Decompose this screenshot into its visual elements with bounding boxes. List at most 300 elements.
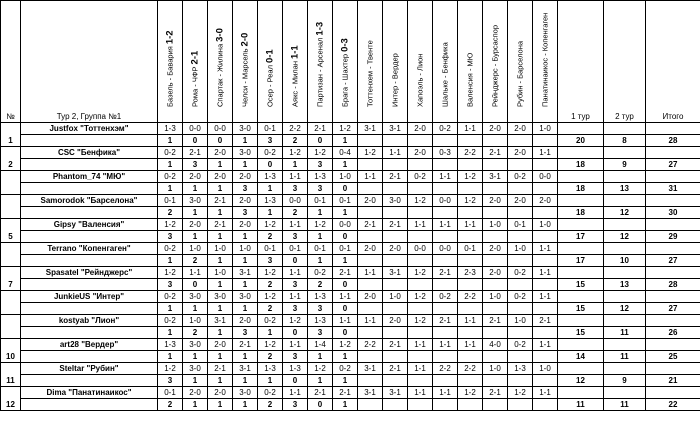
points-cell: 3 [158,231,183,243]
rank-cell: 2 [1,147,21,171]
prediction-cell: 1-2 [158,267,183,279]
prediction-cell: 0-0 [208,123,233,135]
points-cell [483,399,508,411]
match-header [508,1,533,123]
prediction-cell: 1-2 [258,267,283,279]
points-cell: 1 [258,327,283,339]
points-cell [458,375,483,387]
match-header [258,1,283,123]
points-cell: 1 [208,183,233,195]
prediction-cell: 3-0 [183,291,208,303]
points-cell: 0 [283,375,308,387]
prediction-cell: 0-0 [533,171,558,183]
rank-cell: 11 [1,363,21,387]
points-cell [408,159,433,171]
points-cell [483,303,508,315]
points-cell [458,231,483,243]
tour1-spacer [558,315,604,327]
prediction-cell: 0-1 [333,195,358,207]
prediction-cell: 1-0 [533,363,558,375]
points-cell [408,255,433,267]
prediction-cell: 3-1 [483,171,508,183]
prediction-cell: 0-1 [508,219,533,231]
prediction-cell: 1-1 [358,171,383,183]
match-header [358,1,383,123]
prediction-cell: 0-1 [283,243,308,255]
prediction-cell: 2-1 [433,267,458,279]
points-cell: 3 [308,159,333,171]
points-cell: 0 [283,327,308,339]
total-spacer [646,243,700,255]
prediction-cell: 2-0 [183,171,208,183]
table-row [1,291,700,303]
points-cell [458,135,483,147]
prediction-cell: 2-0 [233,219,258,231]
prediction-cell: 1-1 [533,267,558,279]
points-cell [408,183,433,195]
match-label [540,11,551,107]
points-cell: 2 [283,207,308,219]
prediction-cell: 0-1 [333,243,358,255]
match-name: Тоттенхем - Твенте [365,40,375,107]
points-cell [358,159,383,171]
prediction-cell: 2-2 [458,291,483,303]
points-cell: 1 [208,399,233,411]
points-cell: 1 [333,255,358,267]
prediction-cell: 0-1 [308,243,333,255]
prediction-cell: 0-2 [258,315,283,327]
match-name: Базель - Бавария [165,46,175,107]
prediction-cell: 2-1 [183,147,208,159]
match-score: 2-0 [239,32,251,47]
prediction-cell: 3-1 [383,267,408,279]
tour1-cell: 17 [558,231,604,243]
match-name: Интер - Вердер [390,53,400,107]
points-cell: 1 [183,351,208,363]
player-team-cell: Phantom_74 "МЮ" [21,171,158,183]
points-cell [358,279,383,291]
tour1-cell: 14 [558,351,604,363]
points-cell [508,399,533,411]
prediction-cell: 0-2 [433,291,458,303]
prediction-cell: 1-1 [333,291,358,303]
tour1-cell: 15 [558,303,604,315]
points-cell [408,303,433,315]
prediction-cell: 1-1 [408,219,433,231]
points-cell: 0 [333,231,358,243]
player-team-cell: Gipsy "Валенсия" [21,219,158,231]
rank-cell: 12 [1,387,21,411]
tour1-cell: 20 [558,135,604,147]
total-spacer [646,291,700,303]
prediction-cell: 2-2 [433,363,458,375]
prediction-cell: 2-2 [358,339,383,351]
points-cell: 3 [283,399,308,411]
table-row-points [1,183,700,195]
points-cell [533,255,558,267]
match-label [290,45,301,107]
points-cell [383,375,408,387]
blank-cell [21,231,158,243]
blank-cell [21,135,158,147]
points-cell: 1 [333,375,358,387]
match-name: Хапоэль - Лион [415,53,425,107]
blank-cell [21,399,158,411]
points-cell [508,207,533,219]
prediction-cell: 0-0 [433,195,458,207]
points-cell [433,351,458,363]
tour2-spacer [604,171,646,183]
tour1-spacer [558,339,604,351]
match-name: Шальке - Бенфика [440,42,450,107]
points-cell: 1 [233,351,258,363]
match-header [383,1,408,123]
tour1-cell: 12 [558,375,604,387]
prediction-cell: 1-0 [208,267,233,279]
points-cell: 1 [233,279,258,291]
prediction-cell: 1-0 [508,243,533,255]
prediction-cell: 3-1 [208,315,233,327]
tour2-spacer [604,195,646,207]
prediction-cell: 1-2 [408,315,433,327]
prediction-cell: 0-1 [458,243,483,255]
points-cell [508,183,533,195]
tour1-spacer [558,363,604,375]
prediction-cell: 1-0 [533,123,558,135]
points-cell [408,399,433,411]
points-cell: 1 [158,303,183,315]
points-cell: 1 [308,231,333,243]
blank-cell [21,183,158,195]
points-cell: 1 [233,375,258,387]
match-label [315,22,326,107]
points-cell [533,327,558,339]
tour1-cell: 17 [558,255,604,267]
prediction-cell: 1-1 [283,219,308,231]
points-cell [483,351,508,363]
prediction-cell: 1-1 [533,147,558,159]
points-cell: 3 [283,303,308,315]
points-cell [458,399,483,411]
match-score: 1-2 [164,30,176,45]
prediction-cell: 1-1 [283,339,308,351]
table-row [1,387,700,399]
prediction-cell: 2-0 [183,219,208,231]
blank-cell [21,207,158,219]
total-spacer [646,339,700,351]
prediction-cell: 0-3 [433,147,458,159]
prediction-cell: 0-0 [333,219,358,231]
prediction-cell: 2-1 [383,339,408,351]
blank-cell [21,375,158,387]
prediction-cell: 2-0 [183,387,208,399]
prediction-cell: 2-0 [233,315,258,327]
prediction-cell: 2-2 [458,147,483,159]
prediction-cell: 1-1 [358,315,383,327]
match-name: Рома - ЧФР [190,66,200,107]
prediction-cell: 2-0 [358,243,383,255]
rank-cell: 7 [1,267,21,291]
prediction-cell: 2-1 [433,315,458,327]
tour1-spacer [558,171,604,183]
prediction-cell: 0-0 [183,123,208,135]
total-spacer [646,219,700,231]
match-header [458,1,483,123]
points-cell [483,135,508,147]
tour2-cell: 12 [604,231,646,243]
prediction-cell: 2-0 [483,243,508,255]
points-cell: 1 [233,231,258,243]
match-label [190,51,201,107]
points-cell [433,327,458,339]
match-label [515,39,526,107]
prediction-cell: 2-0 [358,195,383,207]
points-cell: 1 [258,375,283,387]
points-cell [508,375,533,387]
prediction-cell: 2-0 [383,315,408,327]
prediction-cell: 2-1 [208,363,233,375]
total-spacer [646,123,700,135]
points-cell: 1 [158,327,183,339]
prediction-cell: 1-2 [258,291,283,303]
prediction-cell: 0-2 [158,171,183,183]
prediction-cell: 2-1 [383,171,408,183]
prediction-cell: 3-1 [233,363,258,375]
match-header [183,1,208,123]
prediction-cell: 0-1 [158,195,183,207]
blank-cell [21,303,158,315]
player-team-cell: JunkieUS "Интер" [21,291,158,303]
match-label [415,52,426,107]
tour1-cell: 18 [558,207,604,219]
points-cell: 1 [183,303,208,315]
rank-cell [1,315,21,339]
prediction-cell: 2-0 [383,243,408,255]
prediction-cell: 1-2 [308,219,333,231]
prediction-cell: 1-1 [533,243,558,255]
points-cell [458,327,483,339]
points-cell [458,351,483,363]
points-cell [408,279,433,291]
prediction-cell: 1-0 [233,243,258,255]
total-cell: 21 [646,375,700,387]
prediction-cell: 1-1 [458,315,483,327]
column-header-number: № [1,1,21,123]
points-cell [508,279,533,291]
prediction-cell: 3-1 [383,123,408,135]
points-cell: 1 [208,207,233,219]
player-team-cell: CSC "Бенфика" [21,147,158,159]
points-cell [483,159,508,171]
tour2-spacer [604,243,646,255]
prediction-cell: 2-1 [483,315,508,327]
total-spacer [646,267,700,279]
match-score: 1-3 [314,21,326,36]
match-score: 1-1 [289,45,301,60]
points-cell [458,255,483,267]
points-cell: 3 [283,351,308,363]
points-cell: 1 [158,255,183,267]
tour1-cell: 18 [558,159,604,171]
prediction-cell: 1-2 [258,339,283,351]
prediction-cell: 1-1 [458,219,483,231]
tour2-spacer [604,291,646,303]
tour1-spacer [558,147,604,159]
player-team-cell: Justfox "Тоттенхэм" [21,123,158,135]
prediction-cell: 1-2 [258,219,283,231]
match-label [390,51,401,107]
points-cell: 1 [333,351,358,363]
points-cell: 1 [208,231,233,243]
points-cell: 3 [283,279,308,291]
match-score: 0-3 [339,38,351,52]
points-cell: 1 [258,207,283,219]
prediction-cell: 1-1 [183,267,208,279]
match-name: Валенсия - МЮ [465,52,475,107]
tour2-spacer [604,315,646,327]
tour2-spacer [604,123,646,135]
points-cell: 1 [258,183,283,195]
prediction-cell: 0-0 [433,243,458,255]
points-cell: 1 [183,183,208,195]
prediction-cell: 2-1 [308,123,333,135]
prediction-cell: 3-0 [183,363,208,375]
points-cell [383,231,408,243]
points-cell: 0 [333,303,358,315]
blank-cell [21,327,158,339]
prediction-cell: 3-1 [383,387,408,399]
total-spacer [646,147,700,159]
points-cell: 1 [233,303,258,315]
total-cell: 30 [646,207,700,219]
prediction-cell: 2-1 [208,219,233,231]
prediction-cell: 3-0 [233,147,258,159]
rank-cell [1,243,21,267]
points-cell: 0 [308,399,333,411]
blank-cell [21,279,158,291]
points-cell [383,135,408,147]
points-cell [383,327,408,339]
table-row [1,147,700,159]
points-cell [433,135,458,147]
rank-cell: 10 [1,339,21,363]
points-cell [508,351,533,363]
points-cell [433,375,458,387]
prediction-cell: 1-1 [433,339,458,351]
points-cell [508,135,533,147]
prediction-cell: 1-1 [433,219,458,231]
points-cell [408,207,433,219]
prediction-cell: 2-0 [208,339,233,351]
points-cell [358,255,383,267]
total-cell: 28 [646,279,700,291]
points-cell: 3 [183,159,208,171]
player-team-cell: Dima "Панатинаикос" [21,387,158,399]
rank-cell [1,171,21,195]
tour2-cell: 11 [604,399,646,411]
points-cell [533,231,558,243]
table-row-points [1,375,700,387]
points-cell: 2 [258,303,283,315]
points-cell: 3 [283,183,308,195]
blank-cell [21,255,158,267]
prediction-cell: 1-1 [383,147,408,159]
points-cell: 0 [308,135,333,147]
prediction-cell: 2-1 [533,315,558,327]
prediction-cell: 1-2 [333,339,358,351]
table-row [1,195,700,207]
prediction-cell: 2-2 [283,123,308,135]
points-cell: 1 [233,255,258,267]
page-title: Тур 2, Группа №1 [21,1,158,123]
prediction-cell: 1-1 [283,171,308,183]
match-name: Спартак - Жилина [215,43,225,107]
prediction-cell: 1-2 [283,315,308,327]
tour1-cell: 15 [558,279,604,291]
column-header-tour1: 1 тур [558,1,604,123]
points-cell [358,207,383,219]
prediction-cell: 2-1 [308,387,333,399]
table-row-points [1,207,700,219]
points-cell: 1 [308,375,333,387]
table-row-points [1,327,700,339]
prediction-cell: 0-1 [258,243,283,255]
points-cell: 2 [258,351,283,363]
prediction-cell: 1-2 [458,195,483,207]
prediction-cell: 1-1 [458,339,483,351]
prediction-cell: 2-0 [358,291,383,303]
points-cell [483,327,508,339]
player-team-cell: Terrano "Копенгаген" [21,243,158,255]
points-cell [433,303,458,315]
prediction-cell: 3-0 [208,291,233,303]
match-name: Осер - Реал [265,65,275,107]
table-row-points [1,303,700,315]
table-row [1,123,700,135]
match-header [433,1,458,123]
tour2-spacer [604,219,646,231]
prediction-cell: 1-1 [533,339,558,351]
points-cell [533,375,558,387]
points-cell: 2 [258,231,283,243]
prediction-cell: 1-2 [283,147,308,159]
points-cell [433,207,458,219]
points-cell: 0 [333,327,358,339]
points-cell [533,207,558,219]
prediction-cell: 0-1 [308,195,333,207]
prediction-cell: 1-0 [533,219,558,231]
column-header-total: Итого [646,1,700,123]
total-cell: 29 [646,231,700,243]
prediction-cell: 2-1 [333,267,358,279]
points-cell [358,399,383,411]
prediction-cell: 2-3 [458,267,483,279]
prediction-cell: 1-3 [258,363,283,375]
prediction-cell: 2-0 [483,195,508,207]
prediction-cell: 1-2 [158,219,183,231]
match-header [233,1,258,123]
prediction-cell: 1-2 [358,147,383,159]
match-name: Челси - Марсель [240,48,250,107]
points-cell [433,231,458,243]
points-cell [433,279,458,291]
prediction-cell: 1-1 [283,267,308,279]
prediction-cell: 1-3 [158,123,183,135]
match-name: Рубин - Барселона [515,40,525,107]
prediction-cell: 2-0 [408,123,433,135]
points-cell [508,327,533,339]
prediction-cell: 2-0 [533,195,558,207]
